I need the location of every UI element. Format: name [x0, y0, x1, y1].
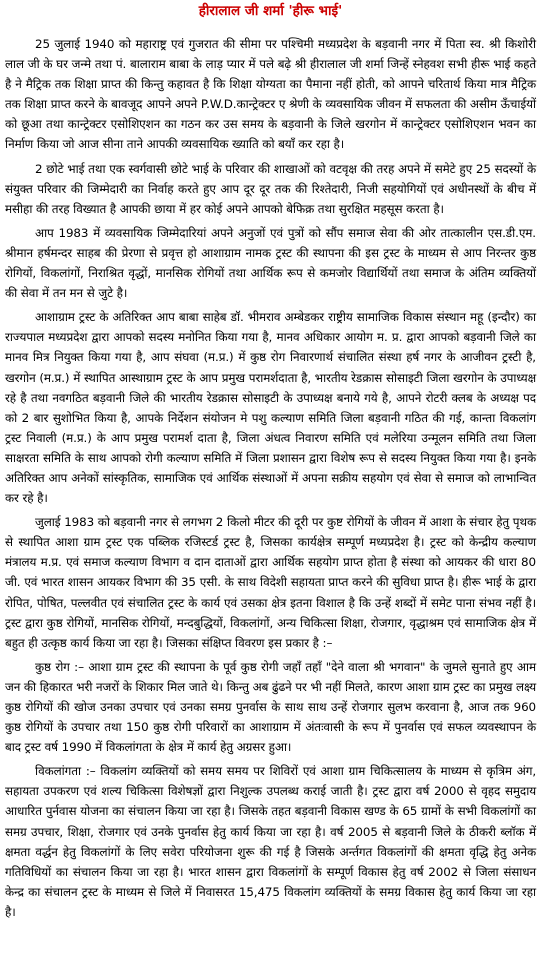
paragraph-biography: 25 जुलाई 1940 को महाराष्ट्र एवं गुजरात की सीमा पर पश्चिमी मध्यप्रदेश के बड़वानी नगर में पिता स्व. श्री किशोरी लाल जी के घर जन्मे तथा पं. बालाराम बाबा के लाड़ प्यार में पले बढ़े श्री हीरालाल जी शर्मा जिन्हें स्नेहवश सभी हीरू भाई कहते है ने मैट्रिक तक शिक्षा प्राप्त की किन्तु कहावत है कि शिक्षा योग्यता का पैमाना नहीं होती, को आपने चरितार्थ किया मात्र मैट्रिक तक शिक्षा प्राप्त करने के बावजूद आपने अपने P.W.D.कान्ट्रेक्टर ए श्रेणी के व्यवसायिक जीवन में सफलता की असीम ऊँचाईयों को छूआ तथा कान्ट्रेक्टर एसोशिएशन का गठन कर उस समय के बड़वानी के जिले खरगोन में कान्ट्रेक्टर एसोशिएशन भवन का निर्माण किया जो आज सीना ताने आपकी व्यवसायिक ख्याति को बयॉं कर रहा है।: [5, 37, 536, 152]
paragraph-ashagram-trust: जुलाई 1983 को बड़वानी नगर से लगभग 2 किलो मीटर की दूरी पर कुष्ट रोगियों के जीवन में आशा के संचार हेतु पृथक से स्थापित आशा ग्राम ट्रस्ट एक पब्लिक रजिस्टर्ड ट्रस्ट है, जिसका कार्यक्षेत्र सम्पूर्ण मध्यप्रदेश है। ट्रस्ट को केन्द्रीय कल्याण मंत्रालय म.प्र. एवं समाज कल्याण विभाग व दान दाताओं द्वारा आर्थिक सहयोग प्राप्त होता है संस्था को आयकर की धारा 80 जी. एवं भारत शासन आयकर विभाग की 35 एसी. के साथ विदेशी सहायता प्राप्त करने की सुविधा प्राप्त है। हीरू भाई के द्वारा रोपित, पोषित, पल्लवीत एवं संचालित ट्रस्ट के कार्य एवं उसका क्षेत्र इतना विशाल है कि उन्हें शब्दों में समेट पाना संभव नहीं है। ट्रस्ट द्वारा कुष्ठ रोगियों, मानसिक रोगियों, मन्दबुद्धियों, विकलांगों, अन्य चिकित्सा शिक्षा, रोजगार, वृद्धाश्रम एवं सामाजिक क्षेत्र में बहुत ही उत्कृष्ठ कार्य किया जा रहा है। जिसका संक्षिप्त विवरण इस प्रकार है :–: [5, 515, 536, 650]
paragraph-positions: आशाग्राम ट्रस्ट के अतिरिक्त आप बाबा साहेब डॉ. भीमराव अम्बेडकर राष्ट्रीय सामाजिक विकास संस्थान महू (इन्दौर) का राज्यपाल मध्यप्रदेश द्वारा आपको सदस्य मनोनित किया गया है, मानव अधिकार आयोग म. प्र. द्वारा आपको बड़वानी जिले का मानव मित्र नियुक्त किया गया है, आप संघवा (म.प्र.) में कुष्ठ रोग निवारणार्थ संचालित संस्था हर्ष नगर के आजीवन ट्रस्टी है, खरगोन (म.प्र.) में स्थापित आस्थाग्राम ट्रस्ट के आप प्रमुख परामर्शदाता है, भारतीय रेडक्रास सोसाइटी जिला खरगोन के उपाध्यक्ष रहे है तथा नवगठित बड़वानी जिले की भारतीय रेडक्रास सोसाइटी के उपाध्यक्ष बनाये गये है, आपने रोटरी क्लब के अध्यक्ष पद को 2 बार सुशोभित किया है, आपके निर्देशन संयोजन मे पशु कल्याण समिति जिला बड़वानी गठित की गई, कान्ता विकलांग ट्रस्ट निवाली (म.प्र.) के आप प्रमुख परामर्श दाता है, जिला अंधत्व निवारण समिति एवं मलेरिया उन्मूलन समिति तथा जिला साक्षरता समिति के साथ आपको रोगी कल्याण समिति में जिला प्रशासन द्वारा विशेष रूप से सदस्य नियुक्त किया गया है। इनके अतिरिक्त आप अनेकों सांस्कृतिक, सामाजिक एवं आर्थिक संस्थाओं में अपना सक्रीय सहयोग एवं सेवा से समाज को लाभान्वित कर रहे है।: [5, 310, 536, 506]
paragraph-family: 2 छोटे भाई तथा एक स्वर्गवासी छोटे भाई के परिवार की शाखाओं को वटवृक्ष की तरह अपने में समेटे हुए 25 सदस्यों के संयुक्त परिवार की जिम्मेदारी का निर्वाह करते हुए आप दूर दूर तक की रिश्तेदारी, निजी सहयोगियों एवं अधीनस्थों के बीच में मसीहा की तरह विख्यात है आपकी छाया में हर कोई अपने आपको बेफिक्र तथा सुरक्षित महसूस करता है।: [5, 161, 536, 216]
document-page: [0, 2, 540, 979]
paragraph-social-service: आप 1983 में व्यवसायिक जिम्मेदारियां अपने अनुजों एवं पुत्रों को सौंप समाज सेवा की ओर तात्कालीन एस.डी.एम. श्रीमान हर्षमन्दर साहब की प्रेरणा से प्रवृत्त हो आशाग्राम नामक ट्रस्ट की स्थापना की इस ट्रस्ट के माध्यम से आप निरन्तर कुष्ठ रोगियों, विकलांगों, निराश्रित वृद्धों, मानसिक रोगियों तथा आर्थिक रूप से कमजोर विद्यार्थियों तथा समाज के अंतिम व्यक्तियों की सेवा में तन मन से जुटे है।: [5, 225, 536, 301]
paragraph-leprosy: कुष्ठ रोग :– आशा ग्राम ट्रस्ट की स्थापना के पूर्व कुष्ठ रोगी जहाँ तहाँ "देने वाला श्री भगवान" के जुमले सुनाते हुए आम जन की हिकारत भरी नजरों के शिकार मिल जाते थे। किन्तु अब ढुंढने पर भी नहीं मिलते, कारण आशा ग्राम ट्रस्ट का प्रमुख लक्ष्य कुष्ठ रोगियों की खोज उनका उपचार एवं उनका समग्र पुनर्वास के साथ साथ उन्हें रोजगार सुलभ करवाना है, आज तक 960 कुष्ठ रोगियों के उपचार तथा 150 कुष्ठ रोगी परिवारों का आशाग्राम में अंतःवासी के रूप में पुनर्वास एवं सफल व्यवस्थापन के बाद ट्रस्ट वर्ष 1990 में विकलांगता के क्षेत्र में कार्य हेतु अग्रसर हुआ।: [5, 659, 536, 755]
document-title: हीरालाल जी शर्मा 'हीरू भाई': [198, 3, 343, 19]
paragraph-disability: विकलांगता :– विकलांग व्यक्तियों को समय समय पर शिविरों एवं आशा ग्राम चिकित्सालय के माध्यम से कृत्रिम अंग, सहायता उपकरण एवं शल्य चिकित्सा विशेषज्ञों द्वारा निशुल्क उपलब्ध कराई जाती है। ट्रस्ट द्वारा वर्ष 2000 से वृहद समुदाय आधारित पुर्नवास योजना का संचालन किया जा रहा है। जिसके तहत बड़वानी विकास खण्ड के 65 ग्रामों के सभी विकलांगों का समग्र उपचार, शिक्षा, रोजगार एवं उनके पुनर्वास हेतु कार्य किया जा रहा है। वर्ष 2005 से बड़वानी जिले के ठीकरी ब्लॉक में क्षमता वर्द्धन हेतु विकलांगों के लिए सवेरा परियोजना शुरू की गई है जिसके अर्न्तगत विकलांगों की क्षमता वृद्धि हेतु अनेक गतिविधियों का संचालन किया जा रहा है। भारत शासन द्वारा विकलांगों के सम्पूर्ण विकास हेतु वर्ष 2002 से जिला संसाधन केन्द्र का संचालन ट्रस्ट के माध्यम से जिले में निवासरत 15,475 विकलांग व्यक्तियों के समग्र विकास हेतु कार्य किया जा रहा है।: [5, 764, 536, 919]
